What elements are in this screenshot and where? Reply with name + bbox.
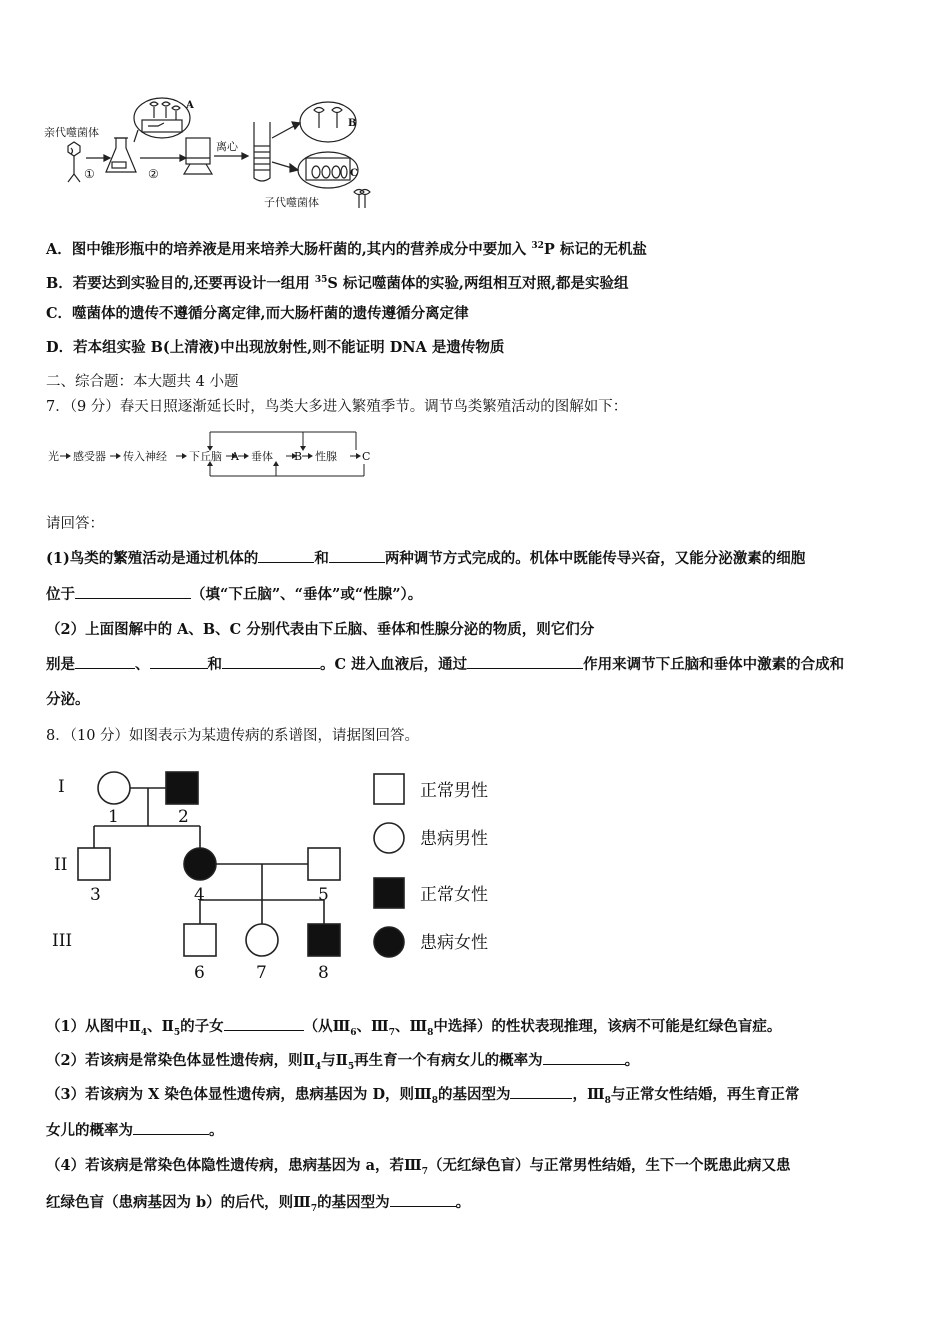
step-2-label: ② (148, 167, 159, 181)
q8-stem: 8．（10 分）如图表示为某遗传病的系谱图，请据图回答。 (46, 728, 420, 744)
label-a: A (186, 100, 194, 111)
q8-sub3-line1: （3）若该病为 X 染色体显性遗传病，患病基因为 D，则$Ⅲ_8$的基因型为 ，$Ⅲ_8$与正常女性结婚，再生育正常 (46, 1086, 800, 1106)
legend-normal-female: 正常女性 (420, 885, 488, 905)
pedigree-chart (44, 760, 524, 990)
individual-6: 6 (194, 963, 205, 983)
individual-4: 4 (194, 885, 205, 905)
flow-hypothalamus: 下丘脑 (189, 450, 222, 463)
section-heading: 二、综合题：本大题共 4 小题 (46, 374, 239, 390)
option-d: D．若本组实验 B(上清液)中出现放射性,则不能证明 DNA 是遗传物质 (46, 339, 505, 356)
label-c: C (350, 168, 358, 179)
individual-8: 8 (318, 963, 329, 983)
parent-phage-label: 亲代噬菌体 (44, 126, 99, 139)
legend-affected-male: 患病男性 (420, 829, 488, 849)
q8-sub2: （2）若该病是常染色体显性遗传病，则$Ⅱ_4$与$Ⅱ_5$再生育一个有病女儿的概率为 。 (46, 1052, 640, 1072)
label-b: B (348, 118, 357, 129)
step-1-label: ① (84, 167, 95, 181)
flow-afferent: 传入神经 (123, 450, 167, 463)
q8-sub4-line1: （4）若该病是常染色体隐性遗传病，患病基因为 a，若$Ⅲ_7$（无红绿色盲）与正常男性结婚，生下一个既患此病又患 (46, 1157, 791, 1177)
gen-1-label: I (58, 777, 65, 797)
flow-gonad: 性腺 (315, 450, 337, 463)
q7-part1-line1: (1)鸟类的繁殖活动是通过机体的 和 两种调节方式完成的。机体中既能传导兴奋，又能分泌激素的细胞 (46, 550, 806, 567)
flow-light: 光 (48, 450, 59, 463)
flow-b: B (294, 450, 303, 463)
flow-a: A (231, 450, 239, 463)
individual-5: 5 (318, 885, 329, 905)
q7-stem: 7．（9 分）春天日照逐渐延长时，鸟类大多进入繁殖季节。调节鸟类繁殖活动的图解如下： (46, 399, 628, 415)
option-b: B．若要达到实验目的,还要再设计一组用 $^{35}$S 标记噬菌体的实验,两组相互对照,都是实验组 (46, 274, 629, 292)
regulation-flow-diagram (46, 428, 386, 480)
individual-3: 3 (90, 885, 101, 905)
centrifuge-label: 离心 (216, 140, 238, 153)
q8-sub3-line2: 女儿的概率为 。 (46, 1122, 224, 1139)
q8-sub4-line2: 红绿色盲（患病基因为 b）的后代，则$Ⅲ_7$的基因型为 。 (46, 1194, 471, 1214)
gen-2-label: II (54, 855, 68, 875)
flow-receptor: 感受器 (73, 450, 106, 463)
please-answer: 请回答： (46, 516, 104, 532)
legend-normal-male: 正常男性 (420, 781, 488, 801)
q7-part2-line3: 分泌。 (46, 691, 90, 708)
q7-part2-line1: （2）上面图解中的 A、B、C 分别代表由下丘脑、垂体和性腺分泌的物质，则它们分 (46, 621, 595, 638)
individual-2: 2 (178, 807, 189, 827)
individual-1: 1 (108, 807, 119, 827)
option-a: A．图中锥形瓶中的培养液是用来培养大肠杆菌的,其内的营养成分中要加入 $^{32}$P 标记的无机盐 (46, 240, 647, 258)
flow-pituitary: 垂体 (251, 450, 273, 463)
legend-affected-female: 患病女性 (420, 933, 488, 953)
phage-experiment-figure (44, 96, 374, 220)
gen-3-label: III (52, 931, 73, 951)
individual-7: 7 (256, 963, 267, 983)
q7-part2-line2: 别是 、 和 。C 进入血液后，通过 作用来调节下丘脑和垂体中激素的合成和 (46, 656, 845, 673)
option-c: C．噬菌体的遗传不遵循分离定律,而大肠杆菌的遗传遵循分离定律 (46, 305, 469, 322)
q7-part1-line2: 位于 （填“下丘脑”、“垂体”或“性腺”）。 (46, 586, 423, 603)
child-phage-label: 子代噬菌体 (264, 196, 319, 209)
q8-sub1: （1）从图中$Ⅱ_4$、$Ⅱ_5$的子女 （从$Ⅲ_6$、$Ⅲ_7$、$Ⅲ_8$中选择）的性状表现推理，该病不可能是红绿色盲症。 (46, 1018, 782, 1038)
flow-c: C (362, 450, 371, 463)
